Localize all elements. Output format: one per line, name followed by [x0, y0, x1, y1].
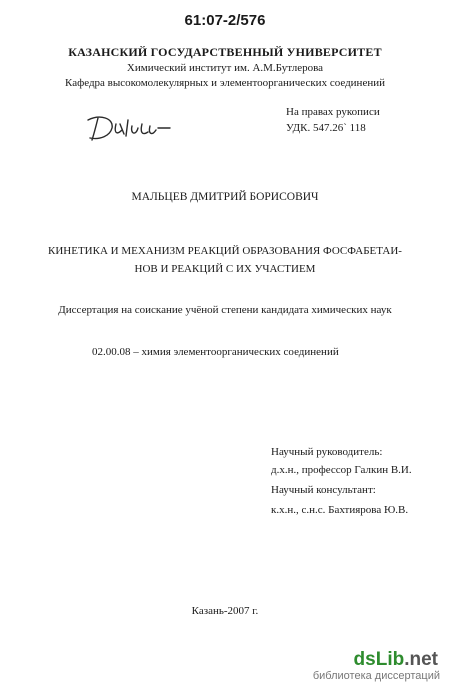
supervisor-name: д.х.н., профессор Галкин В.И.	[271, 464, 412, 476]
city-year: Казань-2007 г.	[191, 605, 259, 617]
author-name: МАЛЬЦЕВ ДМИТРИЙ БОРИСОВИЧ	[131, 191, 319, 203]
thesis-title-line-1: КИНЕТИКА И МЕХАНИЗМ РЕАКЦИЙ ОБРАЗОВАНИЯ ФОСФАБЕТАИ-	[48, 245, 402, 257]
watermark-logo-net: .net	[404, 649, 438, 670]
consultant-name: к.х.н., с.н.с. Бахтиярова Ю.В.	[271, 504, 409, 516]
consultant-label: Научный консультант:	[271, 484, 376, 496]
manuscript-rights-note: На правах рукописи	[286, 106, 380, 118]
supervisor-label: Научный руководитель:	[271, 446, 383, 458]
watermark-tagline: библиотека диссертаций	[312, 670, 440, 682]
degree-statement: Диссертация на соискание учёной степени кандидата химических наук	[58, 304, 392, 316]
specialty-code: 02.00.08 – химия элементоорганических соединений	[92, 346, 339, 358]
udk-code: УДК. 547.26` 118	[286, 122, 366, 134]
author-signature	[80, 102, 180, 152]
watermark-logo[interactable]	[354, 649, 438, 671]
thesis-title-line-2: НОВ И РЕАКЦИЙ С ИХ УЧАСТИЕМ	[134, 263, 316, 275]
university-name: КАЗАНСКИЙ ГОСУДАРСТВЕННЫЙ УНИВЕРСИТЕТ	[68, 45, 382, 59]
department-name: Кафедра высокомолекулярных и элементоорганических соединений	[65, 77, 385, 89]
watermark-logo-lib: Lib	[375, 649, 405, 670]
watermark-logo-ds: ds	[353, 649, 376, 670]
document-number: 61:07-2/576	[184, 12, 266, 29]
institute-name: Химический институт им. А.М.Бутлерова	[126, 62, 324, 74]
